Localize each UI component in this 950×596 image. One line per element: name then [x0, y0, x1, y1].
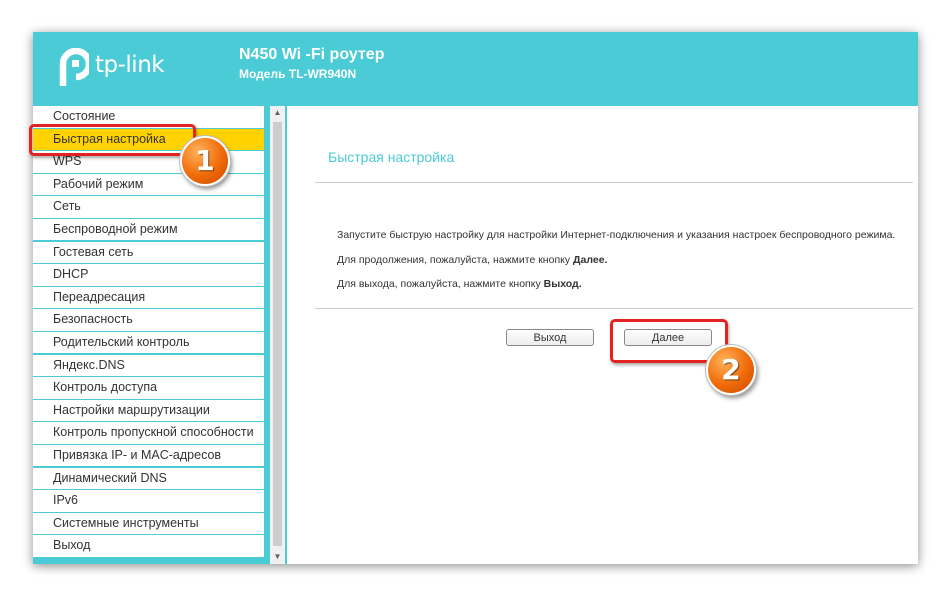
sidebar-item[interactable]: Контроль пропускной способности: [33, 422, 264, 444]
sidebar-scrollbar[interactable]: [270, 106, 285, 564]
exit-keyword: Выход.: [543, 278, 582, 290]
divider-top: [315, 182, 913, 183]
tp-link-logo: [53, 44, 193, 94]
sidebar-item[interactable]: Выход: [33, 535, 264, 557]
sidebar-item[interactable]: Родительский контроль: [33, 332, 264, 354]
sidebar-menu: [33, 106, 264, 564]
sidebar-item[interactable]: Гостевая сеть: [33, 242, 264, 264]
step-marker-2: 2: [706, 345, 756, 395]
sidebar-item[interactable]: IPv6: [33, 490, 264, 512]
sidebar-item[interactable]: Яндекс.DNS: [33, 355, 264, 377]
header: [33, 32, 918, 106]
sidebar-item[interactable]: Беспроводной режим: [33, 219, 264, 241]
description-line-1: Запустите быструю настройку для настройки Интернет-подключения и указания настроек беспроводного режима.: [337, 229, 896, 241]
router-model: Модель TL-WR940N: [239, 67, 357, 81]
description-line-3-text: Для выхода, пожалуйста, нажмите кнопку: [337, 278, 544, 290]
description-line-2-text: Для продолжения, пожалуйста, нажмите кнопку: [337, 254, 574, 266]
sidebar-item[interactable]: WPS: [33, 151, 264, 173]
sidebar-item[interactable]: Привязка IP- и MAC-адресов: [33, 445, 264, 467]
exit-button[interactable]: Выход: [506, 329, 594, 346]
router-admin-window: [33, 32, 918, 564]
scroll-down-arrow-icon[interactable]: ▼: [273, 552, 282, 561]
sidebar-item[interactable]: Безопасность: [33, 309, 264, 331]
router-title: N450 Wi -Fi роутер: [239, 46, 385, 63]
sidebar-item[interactable]: Состояние: [33, 106, 264, 128]
sidebar-item[interactable]: Динамический DNS: [33, 468, 264, 490]
highlight-quick-setup: [29, 124, 196, 156]
sidebar-item[interactable]: Переадресация: [33, 287, 264, 309]
next-keyword: Далее.: [573, 254, 608, 266]
sidebar-item[interactable]: Рабочий режим: [33, 174, 264, 196]
next-button[interactable]: Далее: [624, 329, 712, 346]
main-content: [287, 106, 918, 564]
sidebar-item[interactable]: DHCP: [33, 264, 264, 286]
description-line-3: [337, 278, 582, 290]
page-title: Быстрая настройка: [328, 149, 455, 165]
scrollbar-thumb[interactable]: [273, 122, 282, 546]
divider-bottom: [315, 308, 913, 309]
sidebar-item[interactable]: Быстрая настройка: [33, 129, 264, 151]
sidebar-item[interactable]: Сеть: [33, 196, 264, 218]
scroll-up-arrow-icon[interactable]: ▲: [273, 108, 282, 117]
tp-link-logo-icon: [53, 48, 89, 90]
logo-text: tp-link: [95, 52, 165, 78]
step-marker-1: 1: [180, 136, 230, 186]
sidebar-item[interactable]: Контроль доступа: [33, 377, 264, 399]
description-line-2: [337, 254, 607, 266]
sidebar-item[interactable]: Системные инструменты: [33, 513, 264, 535]
sidebar-item[interactable]: Настройки маршрутизации: [33, 400, 264, 422]
